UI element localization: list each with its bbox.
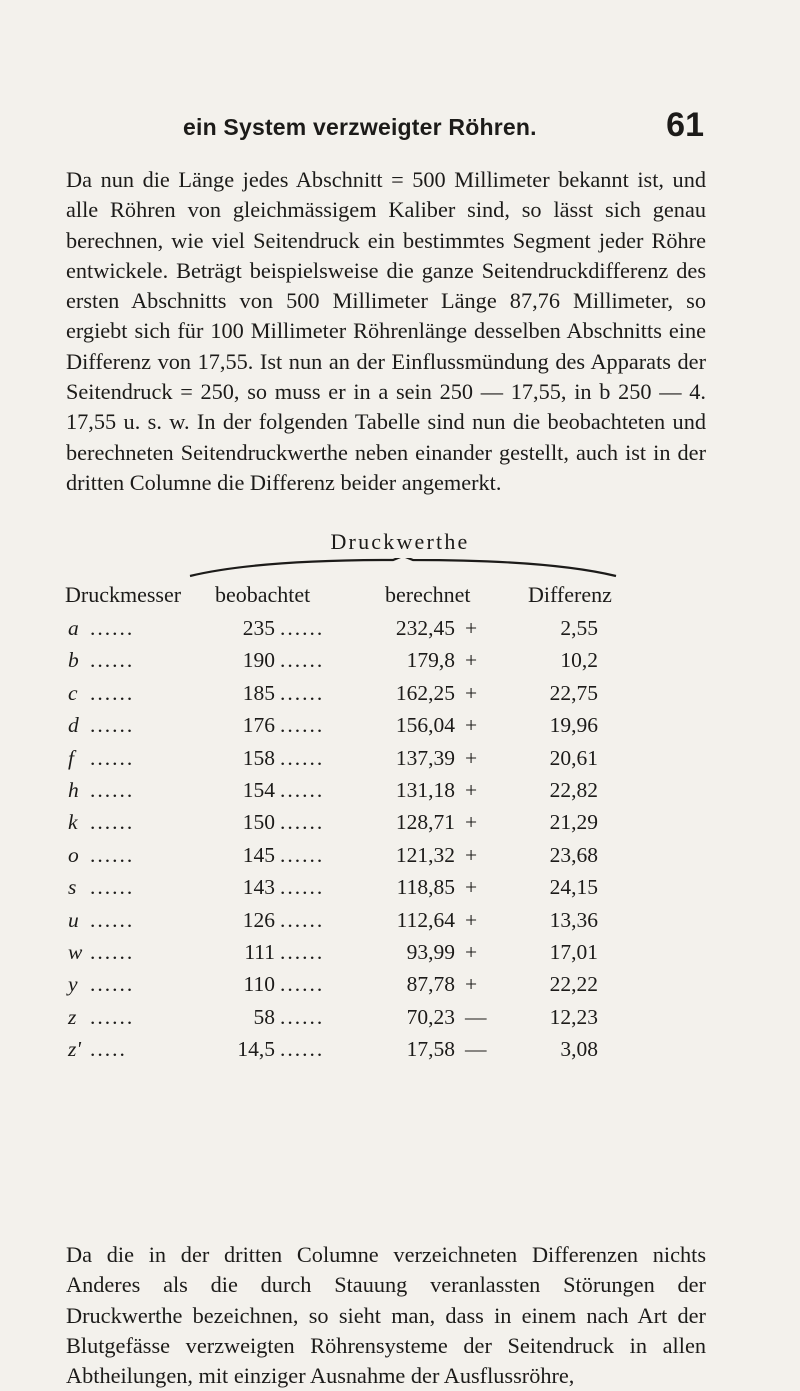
leader-dots: ...... — [90, 777, 135, 802]
gauge-label: u — [68, 907, 79, 932]
pressure-table — [0, 616, 800, 1069]
diff-sign: + — [465, 939, 478, 964]
table-row — [0, 1037, 800, 1069]
table-row — [0, 648, 800, 680]
diff-sign: + — [465, 972, 478, 997]
observed-value: 145 — [242, 842, 275, 867]
leader-dots: ...... — [280, 875, 325, 900]
leader-dots: ...... — [90, 1004, 135, 1029]
running-header — [0, 106, 800, 150]
table-row — [0, 616, 800, 648]
computed-value: 156,04 — [395, 713, 455, 738]
leader-dots: ...... — [280, 680, 325, 705]
diff-sign: + — [465, 842, 478, 867]
table-row — [0, 843, 800, 875]
computed-value: 232,45 — [395, 616, 455, 640]
paragraph-intro: Da nun die Länge jedes Abschnitt = 500 Millimeter bekannt ist, und alle Röhren von gleichmässigem Kaliber sind, so lässt sich genau berechnen, wie viel Seitendruck ein bestimmtes Segment jeder Röhre entwickele. Beträgt beispielsweise die ganze Seitendruckdifferenz des ersten Abschnitts von 500 Millimeter Länge 87,76 Millimeter, so ergiebt sich für 100 Millimeter Röhrenlänge desselben Abschnitts eine Differenz von 17,55. Ist nun an der Einflussmündung des Apparats der Seitendruck = 250, so muss er in a sein 250 — 17,55, in b 250 — 4. 17,55 u. s. w. In der folgenden Tabelle sind nun die beobachteten und berechneten Seitendruckwerthe neben einander gestellt, auch ist in der dritten Columne die Differenz beider angemerkt. — [66, 167, 706, 495]
difference-value: 3,08 — [560, 1037, 598, 1062]
difference-value: 12,23 — [549, 1004, 598, 1029]
gauge-label: h — [68, 777, 79, 802]
observed-value: 126 — [242, 907, 275, 932]
table-title: Druckwerthe — [330, 529, 470, 554]
gauge-label: d — [68, 713, 79, 738]
leader-dots: ...... — [90, 713, 135, 738]
leader-dots: ..... — [90, 1037, 127, 1062]
table-row — [0, 972, 800, 1004]
computed-value: 17,58 — [406, 1037, 455, 1062]
page-number: 61 — [666, 106, 704, 144]
computed-value: 93,99 — [406, 939, 455, 964]
computed-value: 131,18 — [395, 777, 455, 802]
gauge-label: o — [68, 842, 79, 867]
computed-value: 112,64 — [396, 907, 455, 932]
leader-dots: ...... — [280, 972, 325, 997]
leader-dots: ...... — [280, 777, 325, 802]
table-row — [0, 1005, 800, 1037]
table-title-brace — [188, 558, 618, 578]
observed-value: 154 — [242, 777, 275, 802]
column-header-druckmesser: Druckmesser — [65, 582, 182, 607]
gauge-label: c — [68, 680, 78, 705]
difference-value: 10,2 — [560, 648, 598, 673]
diff-sign: + — [465, 777, 478, 802]
leader-dots: ...... — [280, 939, 325, 964]
running-title: ein System verzweigter Röhren. — [183, 114, 537, 140]
observed-value: 185 — [242, 680, 275, 705]
gauge-label: b — [68, 648, 79, 673]
diff-sign: + — [465, 616, 478, 640]
computed-value: 137,39 — [395, 745, 455, 770]
column-header-berechnet: berechnet — [385, 582, 471, 607]
leader-dots: ...... — [280, 1004, 325, 1029]
difference-value: 22,82 — [549, 777, 598, 802]
diff-sign: — — [465, 1004, 487, 1029]
leader-dots: ...... — [90, 810, 135, 835]
column-header-differenz: Differenz — [528, 582, 612, 607]
diff-sign: + — [465, 713, 478, 738]
computed-value: 128,71 — [395, 810, 455, 835]
computed-value: 121,32 — [395, 842, 455, 867]
gauge-label: s — [68, 875, 77, 900]
leader-dots: ...... — [280, 616, 325, 640]
leader-dots: ...... — [280, 713, 325, 738]
leader-dots: ...... — [280, 842, 325, 867]
difference-value: 22,22 — [549, 972, 598, 997]
diff-sign: + — [465, 907, 478, 932]
table-row — [0, 875, 800, 907]
leader-dots: ...... — [90, 616, 135, 640]
gauge-label: w — [68, 939, 83, 964]
leader-dots: ...... — [90, 939, 135, 964]
diff-sign: — — [465, 1037, 487, 1062]
difference-value: 17,01 — [549, 939, 598, 964]
gauge-label: k — [68, 810, 78, 835]
observed-value: 150 — [242, 810, 275, 835]
observed-value: 235 — [242, 616, 275, 640]
observed-value: 143 — [242, 875, 275, 900]
gauge-label: z — [68, 1004, 77, 1029]
leader-dots: ...... — [90, 842, 135, 867]
leader-dots: ...... — [90, 680, 135, 705]
leader-dots: ...... — [280, 745, 325, 770]
gauge-label: f — [68, 745, 74, 770]
table-row — [0, 908, 800, 940]
paragraph-conclusion: Da die in der dritten Columne verzeichneten Differenzen nichts Anderes als die durch Stauung veranlassten Störungen der Druckwerthe bezeichnen, so sieht man, dass in einem nach Art der Blutgefässe verzweigten Röhrensysteme der Seitendruck in allen Abtheilungen, mit einziger Ausnahme der Ausflussröhre, — [66, 1242, 706, 1389]
table-row — [0, 778, 800, 810]
diff-sign: + — [465, 810, 478, 835]
diff-sign: + — [465, 648, 478, 673]
computed-value: 179,8 — [406, 648, 455, 673]
observed-value: 176 — [242, 713, 275, 738]
difference-value: 21,29 — [549, 810, 598, 835]
difference-value: 20,61 — [549, 745, 598, 770]
difference-value: 19,96 — [549, 713, 598, 738]
difference-value: 23,68 — [549, 842, 598, 867]
gauge-label: z' — [68, 1037, 81, 1062]
diff-sign: + — [465, 745, 478, 770]
table-row — [0, 746, 800, 778]
diff-sign: + — [465, 875, 478, 900]
observed-value: 111 — [244, 939, 275, 964]
gauge-label: a — [68, 616, 79, 640]
computed-value: 162,25 — [395, 680, 455, 705]
computed-value: 118,85 — [396, 875, 455, 900]
computed-value: 70,23 — [406, 1004, 455, 1029]
leader-dots: ...... — [280, 1037, 325, 1062]
observed-value: 14,5 — [237, 1037, 275, 1062]
leader-dots: ...... — [90, 972, 135, 997]
table-row — [0, 681, 800, 713]
leader-dots: ...... — [90, 648, 135, 673]
observed-value: 190 — [242, 648, 275, 673]
observed-value: 158 — [242, 745, 275, 770]
leader-dots: ...... — [280, 907, 325, 932]
observed-value: 110 — [243, 972, 275, 997]
table-row — [0, 810, 800, 842]
column-header-beobachtet: beobachtet — [215, 582, 311, 607]
difference-value: 24,15 — [549, 875, 598, 900]
difference-value: 13,36 — [549, 907, 598, 932]
leader-dots: ...... — [90, 907, 135, 932]
observed-value: 58 — [253, 1004, 275, 1029]
table-row — [0, 713, 800, 745]
difference-value: 2,55 — [560, 616, 598, 640]
difference-value: 22,75 — [549, 680, 598, 705]
leader-dots: ...... — [90, 745, 135, 770]
gauge-label: y — [68, 972, 78, 997]
diff-sign: + — [465, 680, 478, 705]
leader-dots: ...... — [280, 648, 325, 673]
leader-dots: ...... — [280, 810, 325, 835]
computed-value: 87,78 — [406, 972, 455, 997]
leader-dots: ...... — [90, 875, 135, 900]
table-row — [0, 940, 800, 972]
